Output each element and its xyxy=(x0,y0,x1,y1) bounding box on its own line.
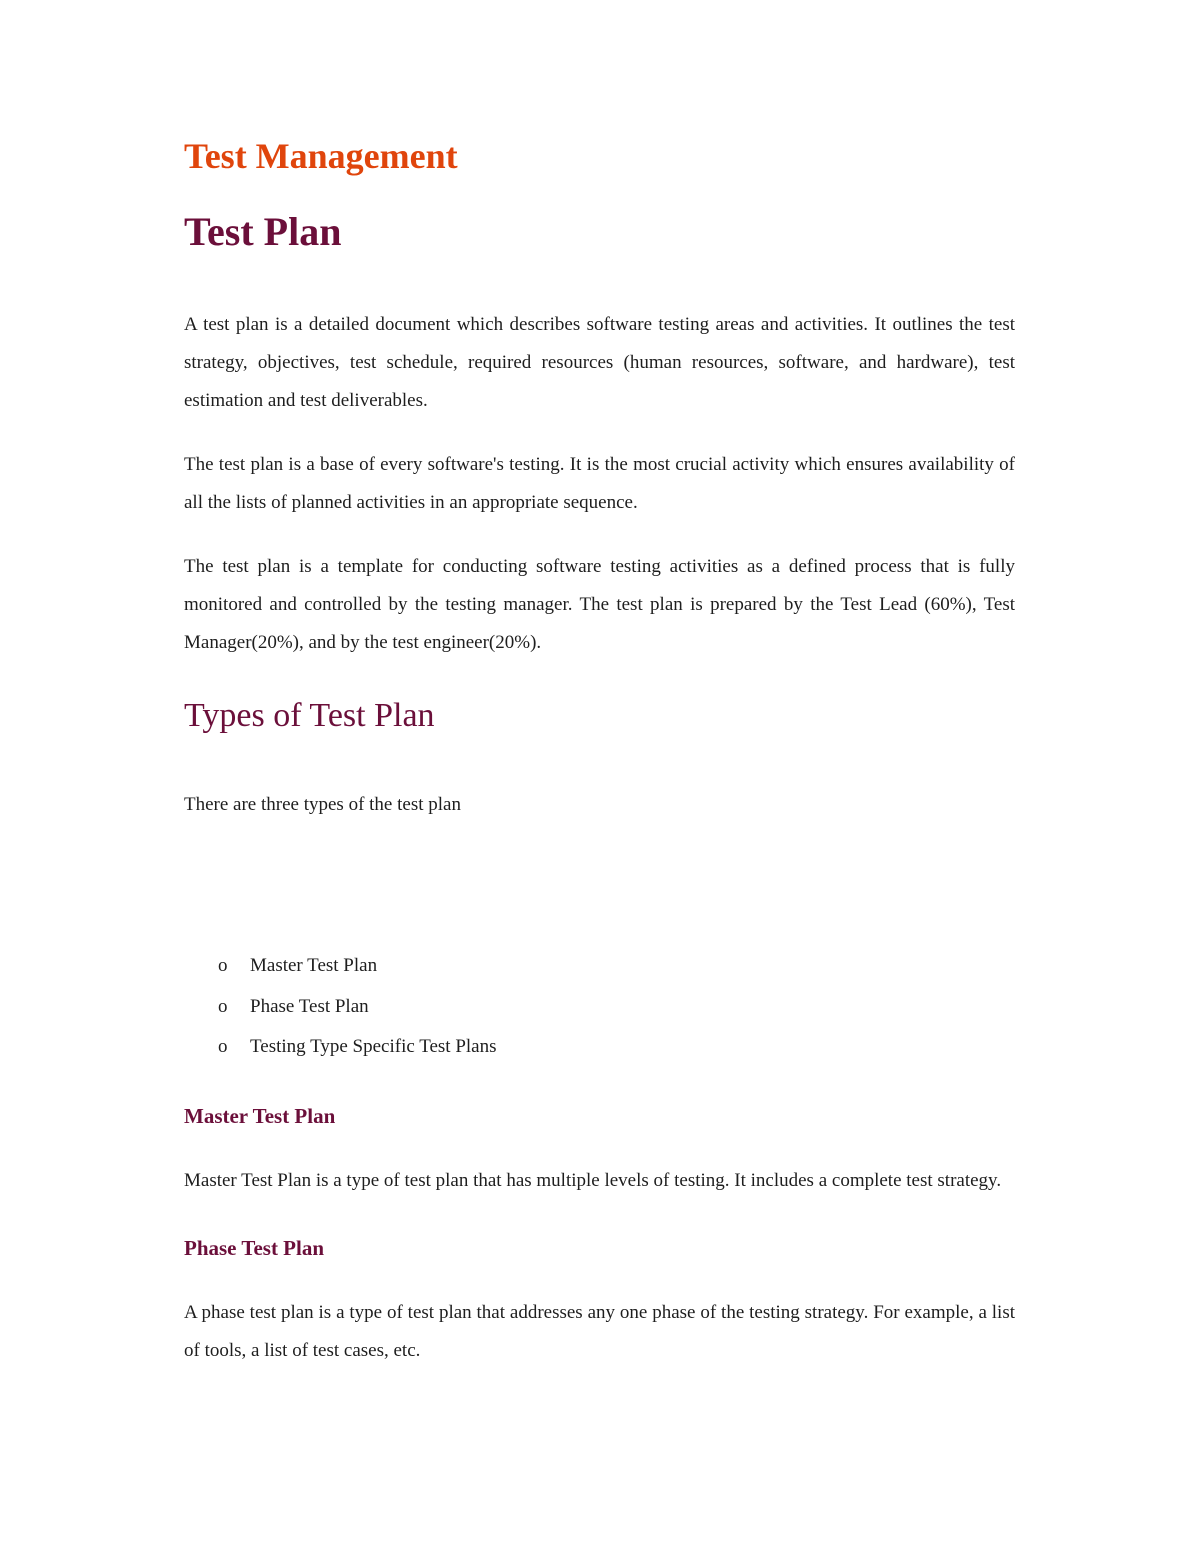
paragraph-test-plan-base: The test plan is a base of every software's testing. It is the most crucial activity which ensures availability of all the lists of planned activities in an appropriate sequence. xyxy=(184,454,1015,513)
document-content xyxy=(184,132,1015,1370)
list-item-master-test-plan xyxy=(184,946,1015,987)
bullet-icon: o xyxy=(218,995,228,1017)
paragraph-phase-test-plan: A phase test plan is a type of test plan that addresses any one phase of the testing strategy. For example, a list of tools, a list of test cases, etc. xyxy=(184,1301,1015,1361)
paragraph-master-test-plan: Master Test Plan is a type of test plan that has multiple levels of testing. It includes a complete test strategy. xyxy=(184,1169,1002,1191)
list-item-label: Testing Type Specific Test Plans xyxy=(250,1036,497,1057)
list-item-label: Master Test Plan xyxy=(250,955,378,976)
heading-phase-test-plan: Phase Test Plan xyxy=(184,1235,325,1260)
section-title-test-plan: Test Plan xyxy=(184,209,342,254)
list-item-testing-type-specific xyxy=(184,1027,1015,1068)
bullet-icon: o xyxy=(218,955,228,976)
paragraph-test-plan-definition: A test plan is a detailed document which describes software testing areas and activities. It outlines the test strategy, objectives, test schedule, required resources (human resources, software, and hardware), test estimation and test deliverables. xyxy=(184,314,1015,411)
list-item-phase-test-plan xyxy=(184,987,1015,1028)
document-title: Test Management xyxy=(184,136,458,176)
list-item-label: Phase Test Plan xyxy=(250,995,369,1017)
paragraph-types-intro: There are three types of the test plan xyxy=(184,794,461,815)
types-list xyxy=(184,946,1015,1068)
bullet-icon: o xyxy=(218,1036,228,1057)
section-title-types-of-test-plan: Types of Test Plan xyxy=(184,697,435,734)
heading-master-test-plan: Master Test Plan xyxy=(184,1103,336,1128)
paragraph-test-plan-template: The test plan is a template for conducting software testing activities as a defined process that is fully monitored and controlled by the testing manager. The test plan is prepared by the Test Lead (60%), Test Manager(20%), and by the test engineer(20%). xyxy=(184,556,1015,653)
